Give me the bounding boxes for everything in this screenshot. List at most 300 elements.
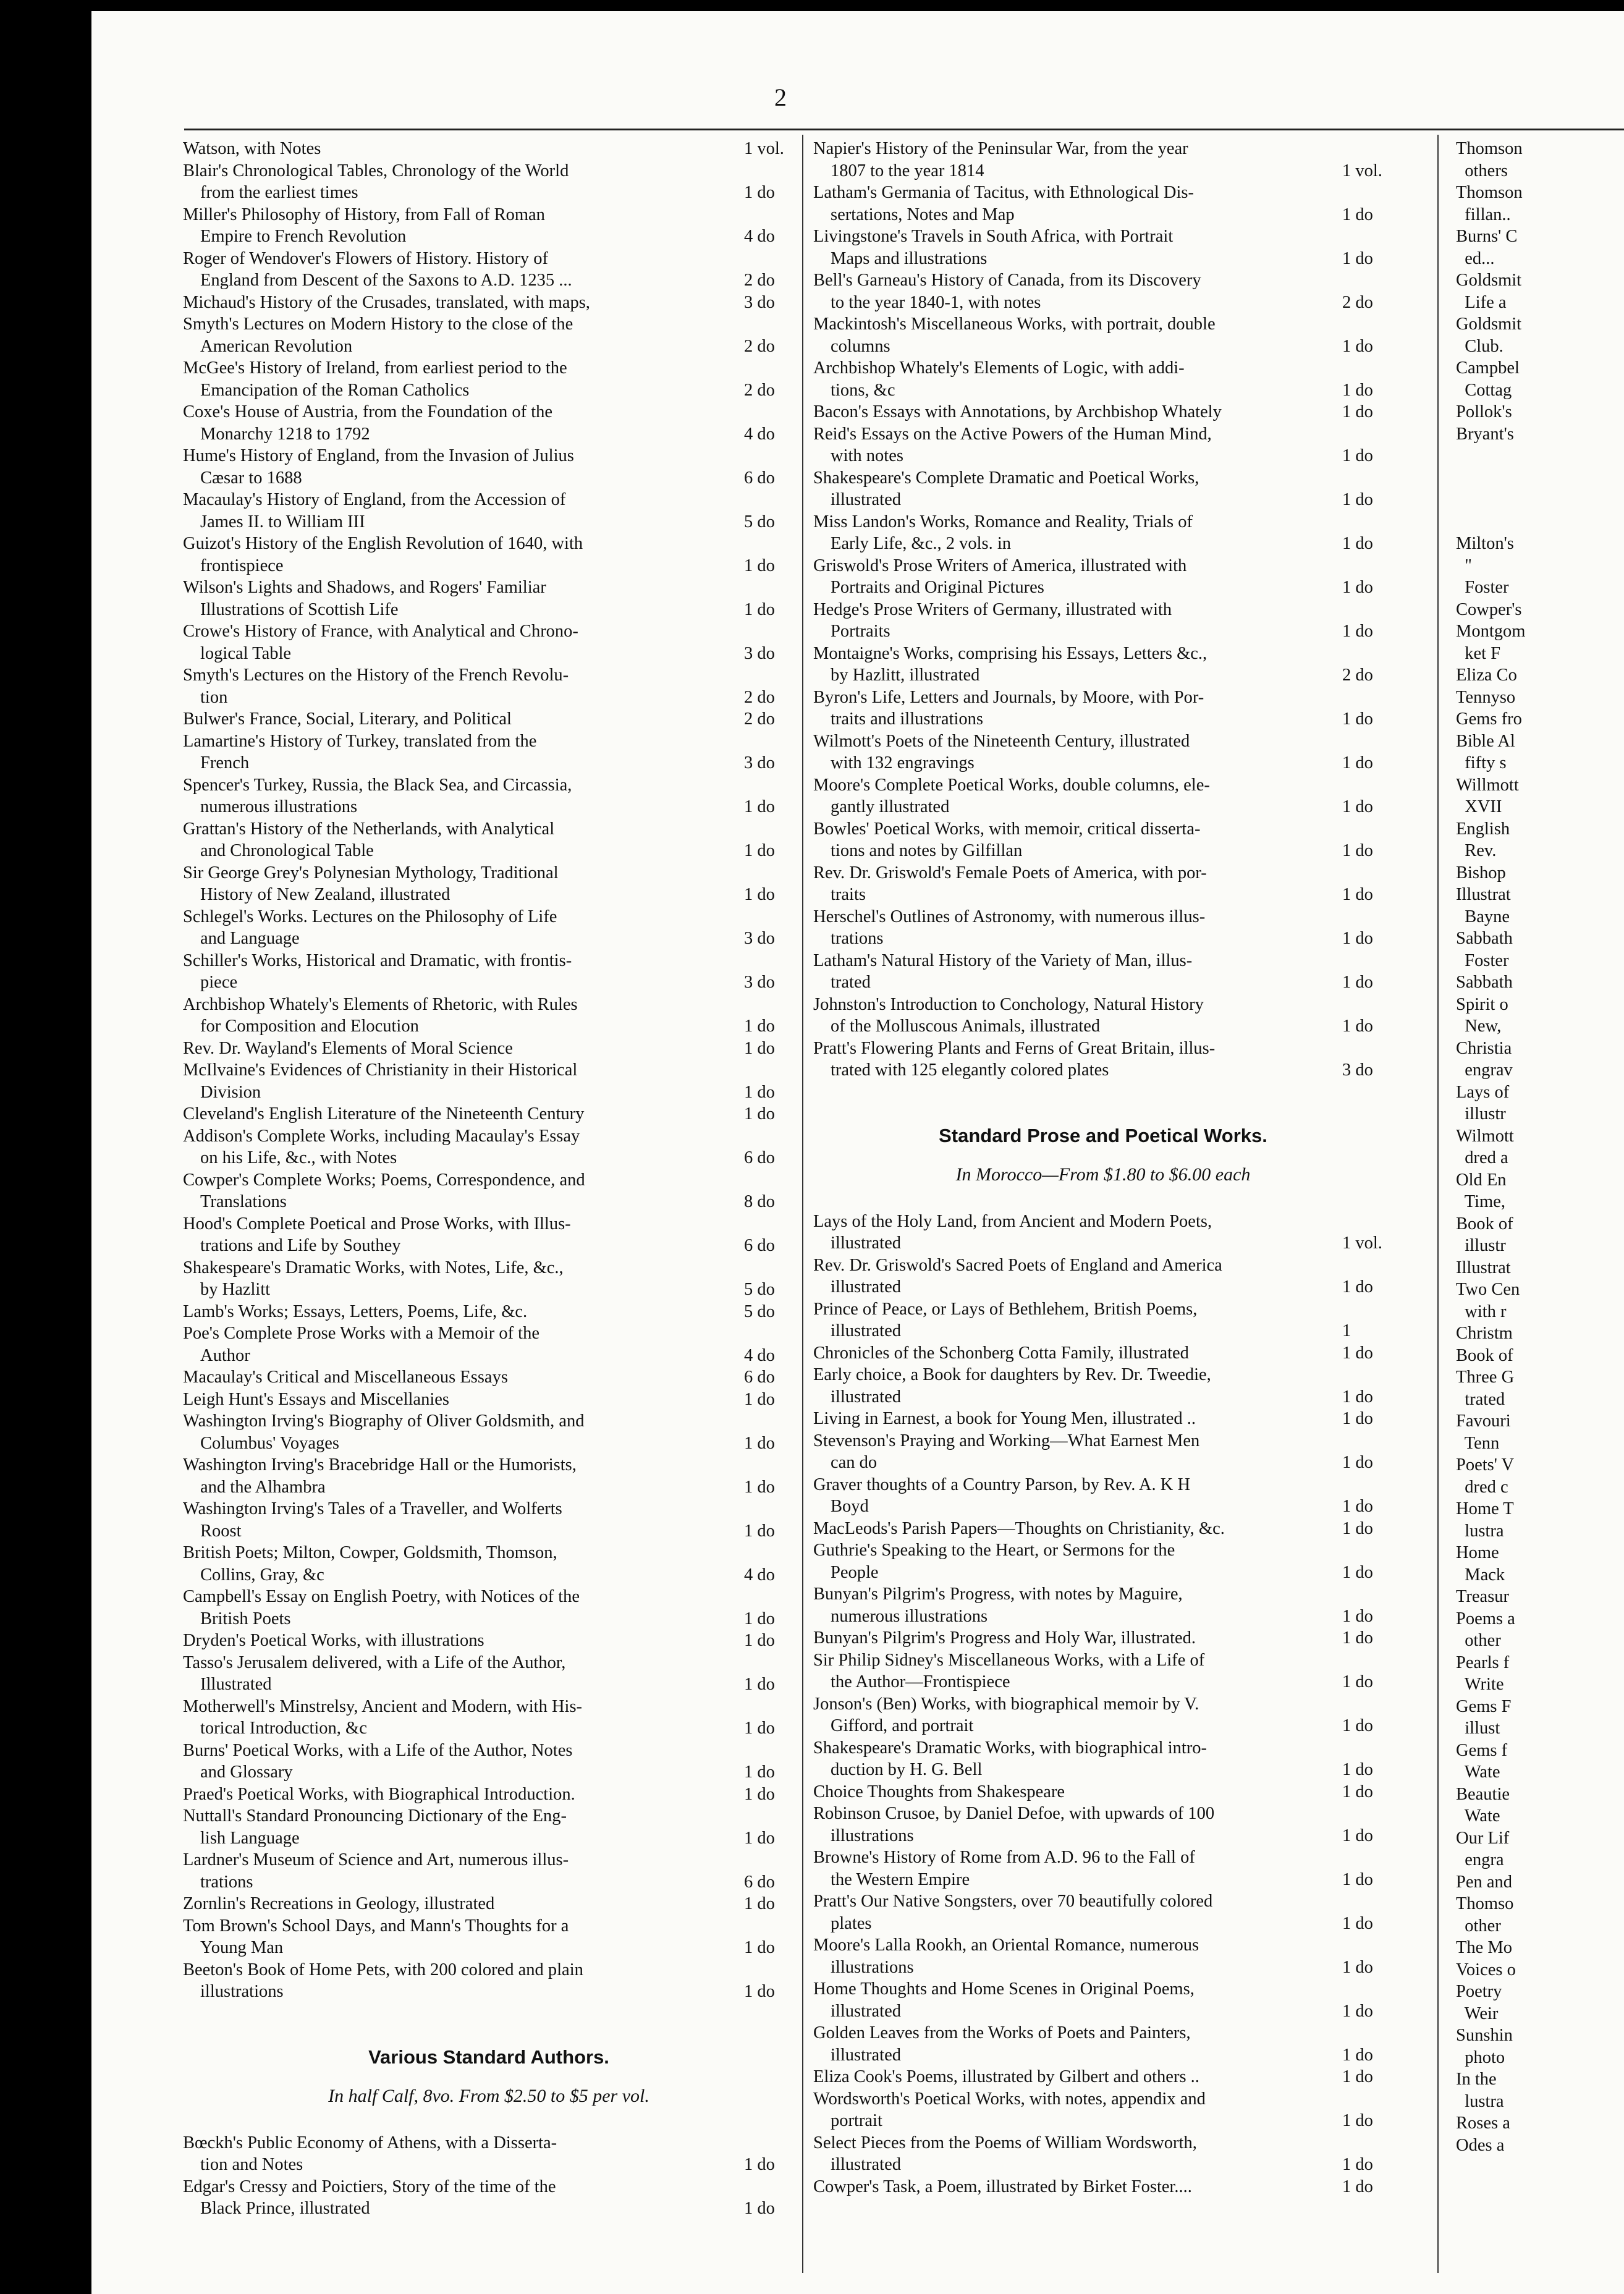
volume-count: 1 do — [1342, 490, 1373, 509]
volume-count: 1 do — [1342, 1913, 1373, 1933]
book-title-line: Leigh Hunt's Essays and Miscellanies — [183, 1389, 449, 1409]
book-title-line: Choice Thoughts from Shakespeare — [813, 1782, 1065, 1801]
book-entry — [183, 1498, 795, 1542]
cutoff-title-line: Favouri — [1456, 1412, 1511, 1431]
book-entry — [813, 1649, 1393, 1693]
cutoff-title-line: Sabbath — [1456, 973, 1513, 992]
book-title-line: and Language — [200, 929, 300, 948]
book-title-line: Living in Earnest, a book for Young Men, illustrated .. — [813, 1409, 1196, 1428]
volume-count: 5 do — [744, 1280, 775, 1299]
cutoff-title-line: Wilmott — [1456, 1126, 1514, 1146]
book-title-line: Moore's Complete Poetical Works, double columns, ele- — [813, 775, 1210, 795]
book-title-line: logical Table — [200, 643, 292, 663]
book-entry — [183, 1257, 795, 1301]
volume-count: 1 do — [1342, 622, 1373, 641]
book-title-line: and Glossary — [200, 1763, 293, 1782]
book-title-line: to the year 1840-1, with notes — [831, 292, 1041, 312]
cutoff-title-line: Weir — [1456, 2004, 1499, 2023]
volume-count: 1 do — [1342, 1716, 1373, 1735]
section-subtitle: In Morocco—From $1.80 to $6.00 each — [955, 1164, 1251, 1185]
volume-count: 1 do — [744, 556, 775, 575]
book-title-line: Emancipation of the Roman Catholics — [200, 380, 470, 400]
book-entry — [813, 1298, 1393, 1342]
book-entry — [813, 1038, 1393, 1081]
volume-count: 1 do — [1342, 885, 1373, 904]
book-title-line: illustrations — [831, 1826, 914, 1845]
book-entry — [183, 1389, 795, 1411]
book-title-line: numerous illustrations — [831, 1606, 988, 1626]
cutoff-title-line: lustra — [1456, 2091, 1504, 2111]
book-title-line: Tom Brown's School Days, and Mann's Thoughts for a — [183, 1916, 569, 1936]
book-title-line: Herschel's Outlines of Astronomy, with numerous illus- — [813, 907, 1206, 926]
book-entry — [183, 1454, 795, 1498]
book-entry — [813, 1781, 1393, 1803]
volume-count: 1 do — [1342, 380, 1373, 400]
volume-count: 1 do — [744, 1433, 775, 1453]
section-subtitle: In half Calf, 8vo. From $2.50 to $5 per vol. — [328, 2086, 649, 2106]
book-title-line: Poe's Complete Prose Works with a Memoir of the — [183, 1324, 539, 1343]
volume-count: 1 do — [1342, 2177, 1373, 2196]
volume-count: 1 do — [744, 1894, 775, 1913]
cutoff-title-line: Campbel — [1456, 358, 1520, 378]
book-title-line: Washington Irving's Bracebridge Hall or the Humorists, — [183, 1455, 577, 1475]
volume-count: 1 do — [744, 1719, 775, 1738]
book-entry — [813, 1847, 1393, 1890]
book-title-line: Bunyan's Pilgrim's Progress and Holy War, illustrated. — [813, 1628, 1196, 1648]
cutoff-title-line — [1456, 467, 1624, 489]
book-title-line: Bacon's Essays with Annotations, by Archbishop Whately — [813, 402, 1222, 421]
volume-count: 2 do — [744, 687, 775, 707]
book-entry — [813, 1364, 1393, 1408]
cutoff-title-line: Three G — [1456, 1368, 1515, 1387]
book-title-line: trated — [831, 973, 871, 992]
book-entry — [183, 248, 795, 292]
book-entry — [813, 818, 1393, 862]
book-entry — [813, 687, 1393, 730]
volume-count: 1 do — [744, 797, 775, 816]
book-entry — [813, 862, 1393, 906]
book-title-line: Napier's History of the Peninsular War, from the year — [813, 139, 1188, 158]
book-title-line: traits — [831, 885, 866, 904]
book-entry — [183, 1740, 795, 1784]
book-title-line: piece — [200, 973, 238, 992]
book-title-line: Translations — [200, 1192, 287, 1211]
cutoff-title-line: other — [1456, 1631, 1501, 1650]
book-title-line: Nuttall's Standard Pronouncing Dictionary of the Eng- — [183, 1806, 567, 1826]
book-title-line: British Poets — [200, 1609, 291, 1628]
volume-count: 1 vol. — [1342, 1234, 1382, 1253]
book-title-line: by Hazlitt — [200, 1280, 271, 1299]
book-entry — [813, 2132, 1393, 2176]
book-title-line: Division — [200, 1082, 261, 1102]
cutoff-title-line: other — [1456, 1916, 1501, 1936]
volume-count: 1 do — [744, 1038, 775, 1058]
cutoff-title-line: ket F — [1456, 643, 1501, 663]
book-title-line: tion and Notes — [200, 2155, 303, 2174]
book-title-line: Addison's Complete Works, including Macaulay's Essay — [183, 1126, 580, 1146]
volume-count: 1 do — [744, 1675, 775, 1694]
book-title-line: Michaud's History of the Crusades, translated, with maps, — [183, 292, 590, 312]
cutoff-title-line: Poetry — [1456, 1982, 1502, 2001]
cutoff-title-line: XVII — [1456, 797, 1502, 816]
cutoff-title-line: fifty s — [1456, 753, 1507, 772]
column-middle — [813, 138, 1393, 2198]
book-title-line: Dryden's Poetical Works, with illustrations — [183, 1631, 484, 1650]
cutoff-title-line: Eliza Co — [1456, 666, 1517, 685]
volume-count: 4 do — [744, 1345, 775, 1365]
book-title-line: Schiller's Works, Historical and Dramatic, with frontis- — [183, 950, 572, 970]
volume-count: 1 do — [1342, 248, 1373, 268]
book-title-line: the Author—Frontispiece — [831, 1672, 1010, 1691]
volume-count: 6 do — [744, 1872, 775, 1892]
cutoff-title-line: engra — [1456, 1850, 1504, 1869]
cutoff-title-line: Pen and — [1456, 1872, 1513, 1892]
volume-count: 1 do — [1342, 534, 1373, 553]
book-title-line: Stevenson's Praying and Working—What Earnest Men — [813, 1431, 1200, 1450]
book-list — [1456, 138, 1624, 2156]
book-title-line: Bowles' Poetical Works, with memoir, critical disserta- — [813, 819, 1201, 839]
column-left — [183, 138, 795, 2220]
book-title-line: Smyth's Lectures on the History of the French Revolu- — [183, 666, 569, 685]
book-title-line: Maps and illustrations — [831, 248, 988, 268]
book-title-line: torical Introduction, &c — [200, 1719, 367, 1738]
cutoff-title-line: Time, — [1456, 1192, 1506, 1211]
volume-count: 1 do — [1342, 1518, 1373, 1538]
volume-count: 1 do — [1342, 1606, 1373, 1626]
book-entry — [813, 1583, 1393, 1627]
cutoff-title-line: Treasur — [1456, 1587, 1510, 1606]
book-list — [813, 1211, 1393, 2198]
volume-count: 2 do — [744, 271, 775, 290]
book-title-line: tions, &c — [831, 380, 895, 400]
book-entry — [183, 292, 795, 314]
book-entry — [813, 2066, 1393, 2088]
volume-count: 1 do — [1342, 753, 1373, 772]
book-title-line: Portraits — [831, 622, 890, 641]
book-title-line: McIlvaine's Evidences of Christianity in their Historical — [183, 1060, 578, 1080]
book-title-line: Spencer's Turkey, Russia, the Black Sea, and Circassia, — [183, 775, 572, 795]
book-title-line: Archbishop Whately's Elements of Logic, with addi- — [813, 358, 1185, 378]
book-title-line: illustrations — [200, 1982, 284, 2001]
book-entry — [183, 1959, 795, 2003]
book-title-line: James II. to William III — [200, 512, 365, 531]
volume-count: 8 do — [744, 1192, 775, 1211]
book-entry — [183, 445, 795, 489]
book-title-line: and the Alhambra — [200, 1477, 326, 1497]
book-title-line: British Poets; Milton, Cowper, Goldsmith, Thomson, — [183, 1543, 557, 1562]
book-title-line: Johnston's Introduction to Conchology, Natural History — [813, 994, 1204, 1014]
book-title-line: the Western Empire — [831, 1869, 970, 1889]
volume-count: 1 do — [1342, 578, 1373, 597]
volume-count: 3 do — [744, 929, 775, 948]
volume-count: 4 do — [744, 1565, 775, 1585]
book-entry — [183, 1630, 795, 1652]
cutoff-title-line: Spirit o — [1456, 994, 1508, 1014]
book-title-line: lish Language — [200, 1828, 300, 1848]
volume-count: 6 do — [744, 1148, 775, 1167]
volume-count: 1 do — [744, 1938, 775, 1957]
book-entry — [813, 1255, 1393, 1298]
cutoff-title-line: Wate — [1456, 1763, 1500, 1782]
volume-count: 1 do — [744, 1477, 775, 1497]
cutoff-title-line: Goldsmit — [1456, 315, 1522, 334]
book-title-line: traits and illustrations — [831, 709, 983, 729]
book-entry — [183, 577, 795, 620]
cutoff-title-line: Bible Al — [1456, 731, 1515, 751]
book-title-line: Burns' Poetical Works, with a Life of the Author, Notes — [183, 1740, 573, 1760]
cutoff-title-line: Foster — [1456, 950, 1509, 970]
book-title-line: Portraits and Original Pictures — [831, 578, 1044, 597]
cutoff-title-line: Gems F — [1456, 1696, 1512, 1716]
section-title: Various Standard Authors. — [368, 2046, 609, 2068]
book-entry — [813, 1934, 1393, 1978]
book-title-line: Wilmott's Poets of the Nineteenth Century, illustrated — [813, 731, 1190, 751]
book-title-line: Early choice, a Book for daughters by Rev. Dr. Tweedie, — [813, 1365, 1211, 1384]
volume-count: 1 do — [1342, 1760, 1373, 1779]
book-entry — [183, 664, 795, 708]
book-title-line: Prince of Peace, or Lays of Bethlehem, British Poems, — [813, 1299, 1198, 1319]
cutoff-title-line: trated — [1456, 1389, 1505, 1409]
book-title-line: Empire to French Revolution — [200, 227, 407, 246]
volume-count: 1 do — [744, 1104, 775, 1124]
cutoff-title-line: Two Cen — [1456, 1280, 1520, 1299]
book-title-line: Lamartine's History of Turkey, translated from the — [183, 731, 537, 751]
book-title-line: Columbus' Voyages — [200, 1433, 339, 1453]
book-title-line: illustrations — [831, 1957, 914, 1977]
book-title-line: Bunyan's Pilgrim's Progress, with notes by Maguire, — [813, 1585, 1183, 1604]
book-entry — [813, 1627, 1393, 1649]
volume-count: 2 do — [744, 709, 775, 729]
cutoff-title-line: Tenn — [1456, 1433, 1500, 1453]
book-title-line: Roger of Wendover's Flowers of History. History of — [183, 248, 548, 268]
volume-count: 1 do — [1342, 2045, 1373, 2065]
volume-count: 1 do — [1342, 446, 1373, 465]
column-right-cutoff — [1456, 138, 1624, 2156]
volume-count: 1 vol. — [744, 139, 784, 158]
volume-count: 6 do — [744, 468, 775, 488]
book-entry — [183, 950, 795, 994]
book-title-line: Author — [200, 1345, 250, 1365]
book-title-line: Golden Leaves from the Works of Poets and Painters, — [813, 2023, 1191, 2042]
book-entry — [183, 1652, 795, 1696]
book-title-line: Cowper's Task, a Poem, illustrated by Birket Foster.... — [813, 2177, 1192, 2196]
volume-count: 2 do — [744, 380, 775, 400]
book-entry — [813, 1474, 1393, 1518]
cutoff-title-line: Thomso — [1456, 1894, 1514, 1913]
book-title-line: McGee's History of Ireland, from earliest period to the — [183, 358, 567, 378]
cutoff-title-line: dred c — [1456, 1477, 1508, 1497]
book-entry — [813, 2176, 1393, 2198]
book-title-line: Grattan's History of the Netherlands, with Analytical — [183, 819, 555, 839]
book-entry — [813, 1518, 1393, 1540]
book-title-line: plates — [831, 1913, 872, 1933]
book-title-line: 1807 to the year 1814 — [831, 161, 984, 180]
book-title-line: Tasso's Jerusalem delivered, with a Life of the Author, — [183, 1653, 566, 1672]
book-title-line: Collins, Gray, &c — [200, 1565, 324, 1585]
volume-count: 3 do — [744, 292, 775, 312]
cutoff-title-line: Voices o — [1456, 1960, 1516, 1979]
book-title-line: Lays of the Holy Land, from Ancient and Modern Poets, — [813, 1211, 1212, 1231]
book-entry — [183, 489, 795, 533]
book-entry — [813, 269, 1393, 313]
volume-count: 1 do — [744, 599, 775, 619]
book-title-line: Schlegel's Works. Lectures on the Philosophy of Life — [183, 907, 557, 926]
book-title-line: and Chronological Table — [200, 841, 374, 860]
cutoff-title-line: Bryant's — [1456, 424, 1514, 444]
book-entry — [813, 1737, 1393, 1781]
book-entry — [183, 620, 795, 664]
book-title-line: trated with 125 elegantly colored plates — [831, 1060, 1109, 1080]
book-title-line: Watson, with Notes — [183, 139, 321, 158]
book-title-line: Motherwell's Minstrelsy, Ancient and Modern, with His- — [183, 1696, 583, 1716]
book-title-line: Wordsworth's Poetical Works, with notes, appendix and — [813, 2089, 1206, 2109]
volume-count: 1 do — [1342, 1387, 1373, 1407]
book-entry — [183, 1059, 795, 1103]
book-title-line: Jonson's (Ben) Works, with biographical memoir by V. — [813, 1694, 1199, 1714]
volume-count: 1 do — [1342, 1409, 1373, 1428]
cutoff-title-line: Poets' V — [1456, 1455, 1515, 1475]
book-title-line: Chronicles of the Schonberg Cotta Family, illustrated — [813, 1343, 1189, 1363]
volume-count: 1 do — [1342, 1957, 1373, 1977]
volume-count: 1 do — [1342, 1453, 1373, 1472]
book-title-line: Macaulay's History of England, from the Accession of — [183, 490, 566, 509]
book-title-line: Zornlin's Recreations in Geology, illustrated — [183, 1894, 495, 1913]
book-title-line: History of New Zealand, illustrated — [200, 885, 450, 904]
volume-count: 1 do — [744, 183, 775, 202]
book-title-line: Lardner's Museum of Science and Art, numerous illus- — [183, 1850, 569, 1869]
volume-count: 6 do — [744, 1368, 775, 1387]
cutoff-title-line: Old En — [1456, 1170, 1507, 1190]
book-entry — [813, 511, 1393, 555]
volume-count: 6 do — [744, 1236, 775, 1255]
volume-count: 2 do — [1342, 666, 1373, 685]
book-entry — [183, 2176, 795, 2220]
cutoff-title-line: Sunshin — [1456, 2026, 1513, 2045]
volume-count: 1 do — [1342, 402, 1373, 421]
book-title-line: sertations, Notes and Map — [831, 205, 1015, 224]
book-entry — [183, 906, 795, 950]
book-entry — [183, 357, 795, 401]
cutoff-title-line: Gems fro — [1456, 709, 1522, 729]
book-title-line: Pratt's Flowering Plants and Ferns of Great Britain, illus- — [813, 1038, 1216, 1058]
book-title-line: Bœckh's Public Economy of Athens, with a Disserta- — [183, 2133, 557, 2152]
cutoff-title-line: Illustrat — [1456, 1258, 1511, 1277]
volume-count: 1 do — [744, 1763, 775, 1782]
book-title-line: numerous illustrations — [200, 797, 358, 816]
section-title: Standard Prose and Poetical Works. — [939, 1124, 1267, 1146]
book-entry — [183, 1849, 795, 1893]
book-entry — [813, 313, 1393, 357]
book-title-line: Black Prince, illustrated — [200, 2199, 370, 2218]
book-title-line: can do — [831, 1453, 878, 1472]
book-title-line: Smyth's Lectures on Modern History to the close of the — [183, 315, 573, 334]
book-title-line: Young Man — [200, 1938, 284, 1957]
book-title-line: illustrated — [831, 2155, 901, 2174]
book-title-line: Sir George Grey's Polynesian Mythology, Traditional — [183, 863, 559, 882]
book-title-line: of the Molluscous Animals, illustrated — [831, 1017, 1101, 1036]
cutoff-title-line: Life a — [1456, 292, 1507, 312]
book-title-line: Rev. Dr. Griswold's Female Poets of America, with por- — [813, 863, 1207, 882]
book-title-line: Guthrie's Speaking to the Heart, or Sermons for the — [813, 1541, 1175, 1560]
cutoff-title-line: Cowper's — [1456, 599, 1522, 619]
cutoff-title-line: Wate — [1456, 1806, 1500, 1826]
volume-count: 1 — [1342, 1321, 1351, 1340]
volume-count: 1 do — [744, 1082, 775, 1102]
cutoff-title-line: Bayne — [1456, 907, 1510, 926]
volume-count: 1 do — [1342, 709, 1373, 729]
book-entry — [183, 1125, 795, 1169]
book-title-line: on his Life, &c., with Notes — [200, 1148, 397, 1167]
volume-count: 5 do — [744, 512, 775, 531]
volume-count: 1 do — [1342, 1782, 1373, 1801]
book-entry — [183, 774, 795, 818]
volume-count: 1 do — [744, 2199, 775, 2218]
volume-count: 1 do — [1342, 841, 1373, 860]
book-entry — [813, 1539, 1393, 1583]
volume-count: 1 do — [1342, 1628, 1373, 1648]
book-entry — [183, 1038, 795, 1060]
book-entry — [813, 1890, 1393, 1934]
book-title-line: Shakespeare's Complete Dramatic and Poetical Works, — [813, 468, 1199, 488]
book-title-line: Mackintosh's Miscellaneous Works, with portrait, double — [813, 315, 1216, 334]
cutoff-title-line: English — [1456, 819, 1510, 839]
book-title-line: Macaulay's Critical and Miscellaneous Essays — [183, 1368, 508, 1387]
cutoff-title-line: others — [1456, 161, 1508, 180]
book-title-line: portrait — [831, 2111, 882, 2130]
cutoff-title-line: ed... — [1456, 248, 1495, 268]
cutoff-title-line: Foster — [1456, 578, 1509, 597]
book-title-line: illustrated — [831, 490, 901, 509]
book-title-line: Bell's Garneau's History of Canada, from its Discovery — [813, 271, 1201, 290]
volume-count: 1 do — [1342, 973, 1373, 992]
book-title-line: French — [200, 753, 250, 772]
volume-count: 1 do — [1342, 1343, 1373, 1363]
book-title-line: illustrated — [831, 1277, 901, 1297]
book-entry — [183, 160, 795, 204]
book-entry — [813, 1211, 1393, 1255]
book-title-line: Campbell's Essay on English Poetry, with Notices of the — [183, 1587, 580, 1606]
book-title-line: Monarchy 1218 to 1792 — [200, 424, 370, 444]
book-title-line: Wilson's Lights and Shadows, and Rogers' Familiar — [183, 578, 546, 597]
book-title-line: Lamb's Works; Essays, Letters, Poems, Life, &c. — [183, 1301, 528, 1321]
book-title-line: Illustrated — [200, 1675, 272, 1694]
book-entry — [813, 950, 1393, 994]
cutoff-title-line: illust — [1456, 1719, 1500, 1738]
volume-count: 1 do — [1342, 1497, 1373, 1516]
volume-count: 4 do — [744, 227, 775, 246]
book-entry — [813, 423, 1393, 467]
book-list — [183, 2132, 795, 2220]
book-title-line: Hume's History of England, from the Invasion of Julius — [183, 446, 574, 465]
column-rule — [802, 135, 803, 2273]
cutoff-title-line: illustr — [1456, 1236, 1506, 1255]
volume-count: 5 do — [744, 1301, 775, 1321]
book-title-line: Guizot's History of the English Revolution of 1640, with — [183, 534, 583, 553]
book-title-line: Cæsar to 1688 — [200, 468, 302, 488]
cutoff-title-line — [1456, 489, 1624, 511]
book-title-line: Latham's Natural History of the Variety of Man, illus- — [813, 950, 1193, 970]
volume-count: 1 do — [1342, 2001, 1373, 2021]
book-title-line: gantly illustrated — [831, 797, 950, 816]
cutoff-title-line: fillan.. — [1456, 205, 1511, 224]
book-entry — [183, 1103, 795, 1125]
book-title-line: trations — [831, 929, 884, 948]
book-title-line: Shakespeare's Dramatic Works, with biographical intro- — [813, 1738, 1207, 1758]
book-entry — [813, 2022, 1393, 2066]
book-title-line: Browne's History of Rome from A.D. 96 to the Fall of — [813, 1848, 1195, 1867]
book-entry — [813, 2088, 1393, 2132]
cutoff-title-line: Home T — [1456, 1499, 1514, 1518]
